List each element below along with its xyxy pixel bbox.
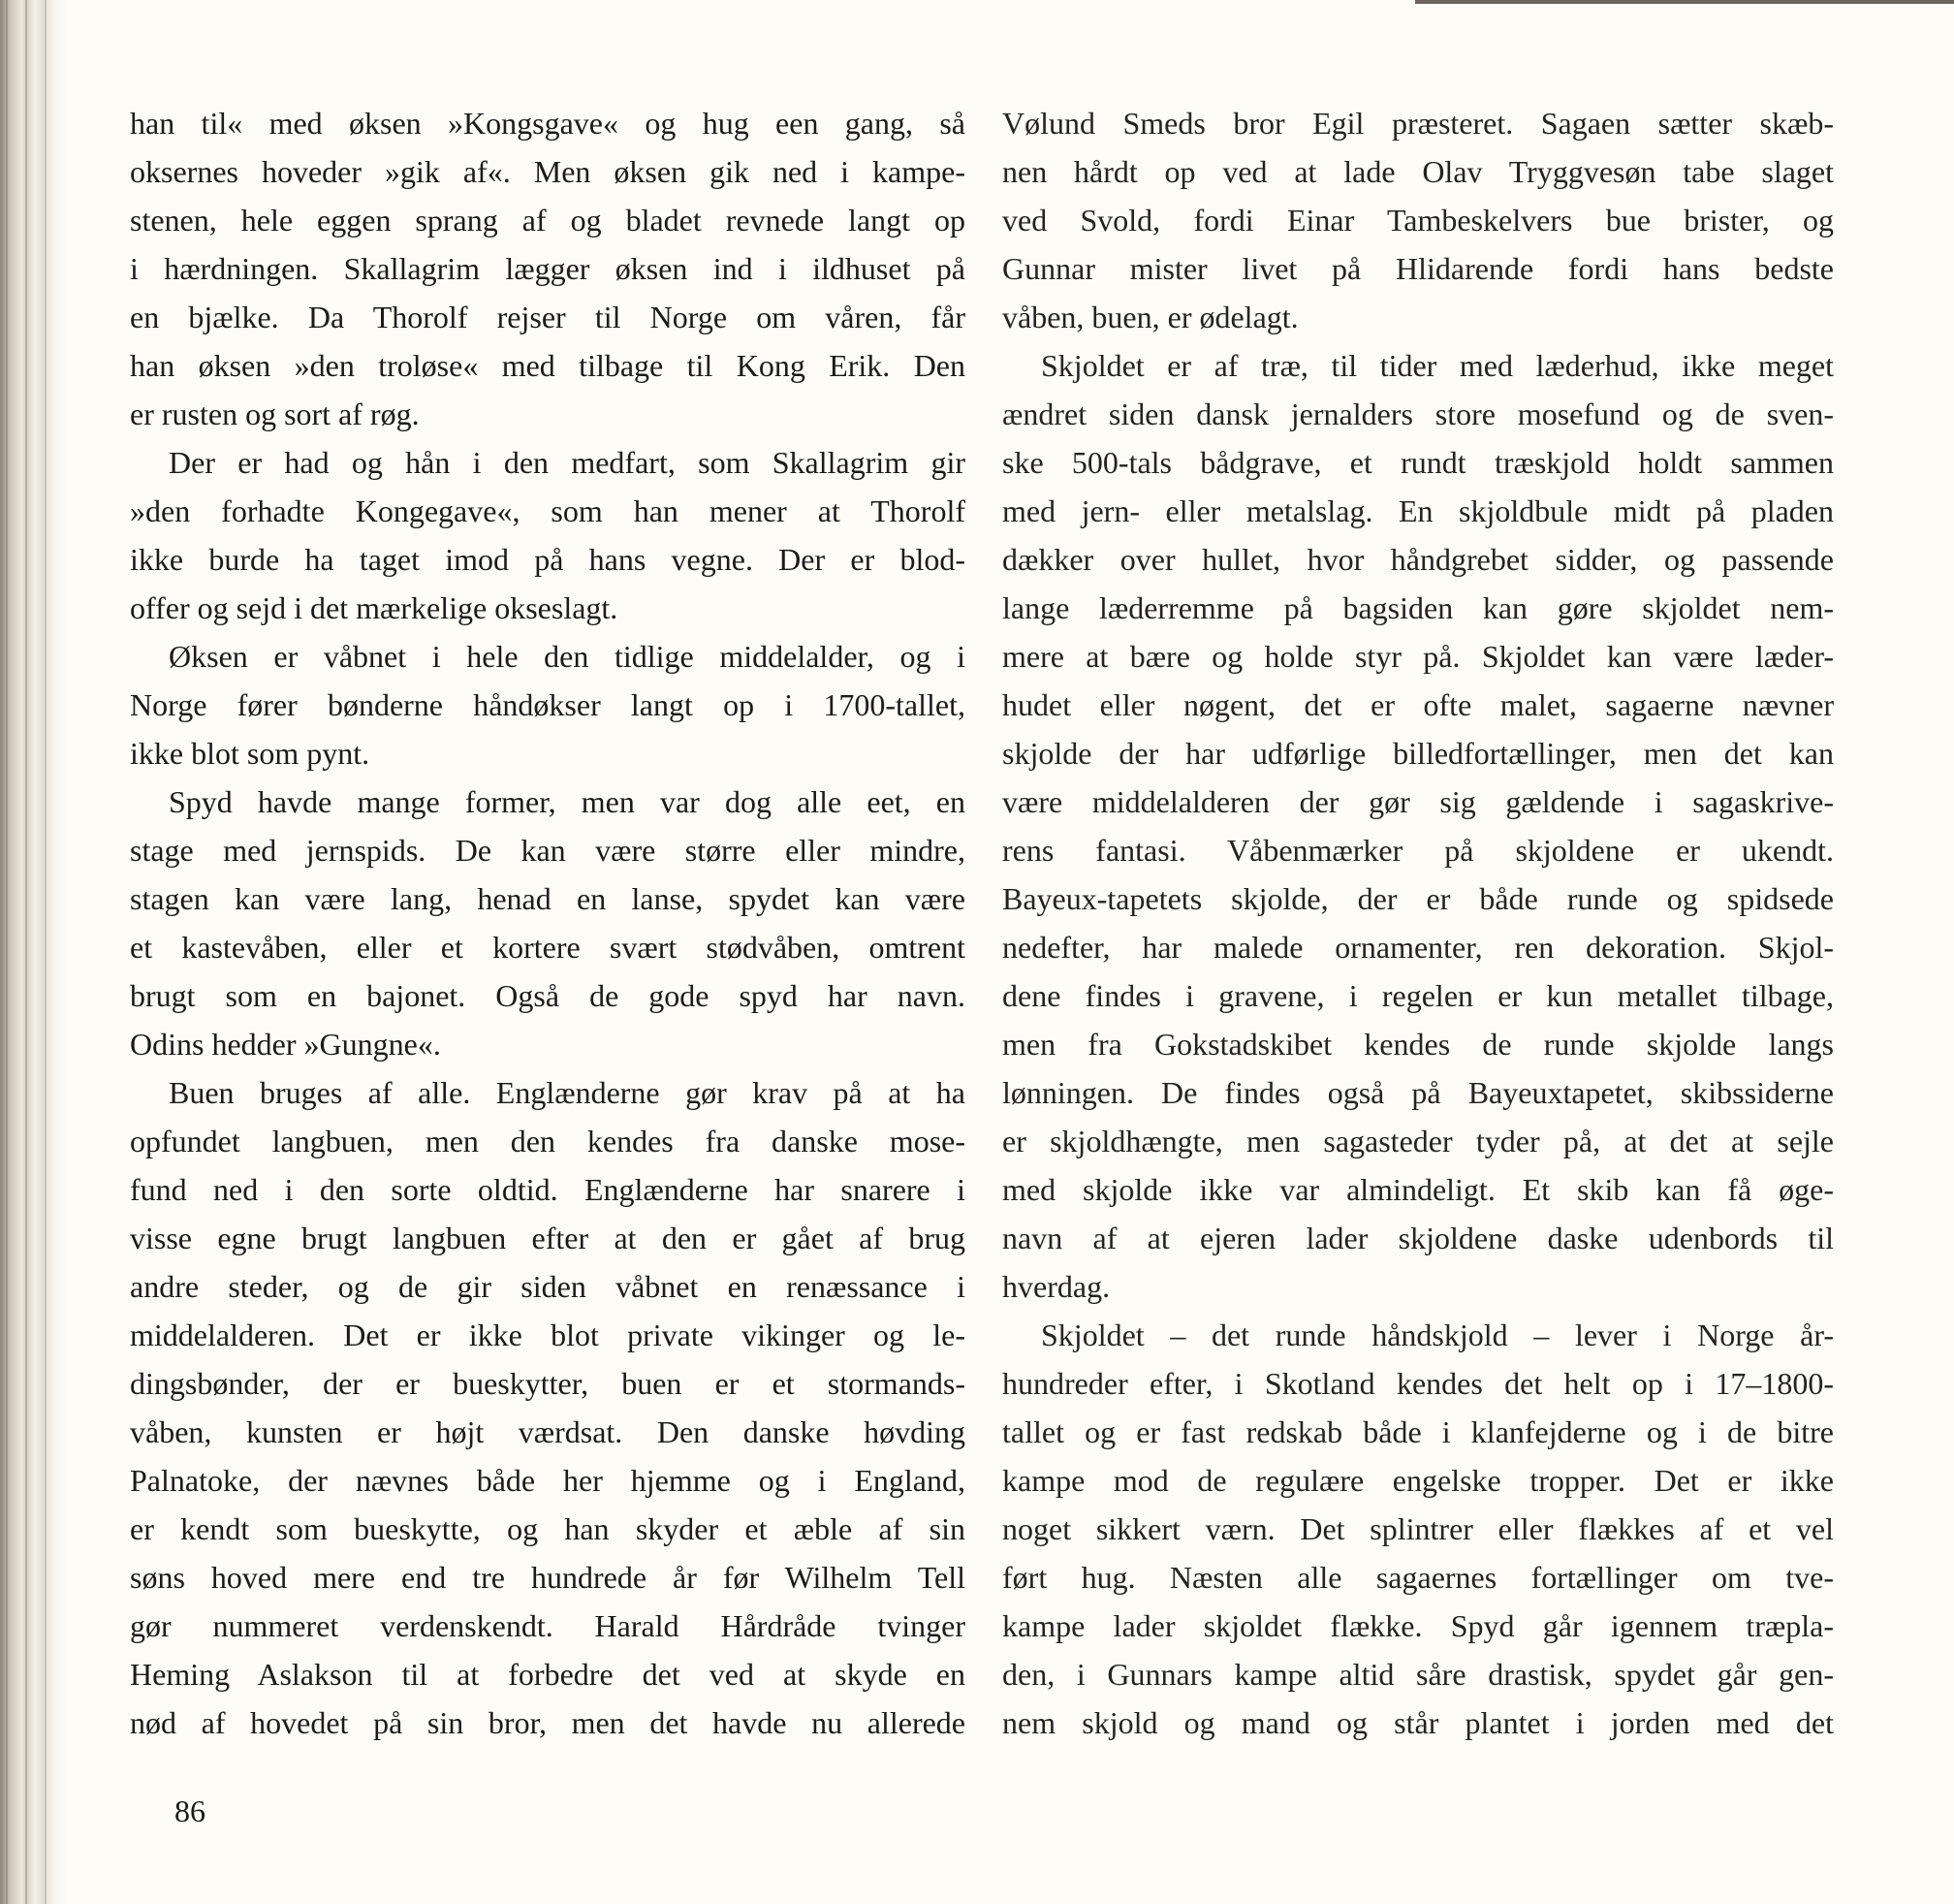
text-line: hundreder efter, i Skotland kendes det helt op i 17–1800-	[1002, 1366, 1834, 1401]
text-line: Buen bruges af alle. Englænderne gør krav på at ha	[169, 1075, 965, 1110]
text-line: nød af hovedet på sin bror, men det havde nu allerede	[130, 1705, 965, 1740]
text-line: stagen kan være lang, henad en lanse, spydet kan være	[130, 881, 965, 916]
text-line: »den forhadte Kongegave«, som han mener at Thorolf	[130, 493, 965, 528]
text-line: med skjolde ikke var almindeligt. Et skib kan få øge-	[1002, 1172, 1834, 1207]
text-line: i hærdningen. Skallagrim lægger øksen ind i ildhuset på	[130, 251, 965, 286]
text-line: lønningen. De findes også på Bayeuxtapetet, skibssiderne	[1002, 1075, 1834, 1110]
text-line: Skjoldet – det runde håndskjold – lever i Norge år-	[1041, 1317, 1834, 1352]
text-line: Vølund Smeds bror Egil præsteret. Sagaen sætter skæb-	[1002, 106, 1834, 141]
text-line: skjolde der har udførlige billedfortællinger, men det kan	[1002, 736, 1834, 771]
text-line: oksernes hoveder »gik af«. Men øksen gik ned i kampe-	[130, 154, 965, 189]
text-line: ikke blot som pynt.	[130, 736, 370, 771]
text-line: kampe lader skjoldet flække. Spyd går igennem træpla-	[1002, 1608, 1834, 1643]
text-line: våben, kunsten er højt værdsat. Den danske høvding	[130, 1414, 965, 1449]
text-line: med jern- eller metalslag. En skjoldbule midt på pladen	[1002, 493, 1834, 528]
text-line: fund ned i den sorte oldtid. Englænderne har snarere i	[130, 1172, 965, 1207]
text-line: tallet og er fast redskab både i klanfejderne og i de bitre	[1002, 1414, 1834, 1449]
text-line: ved Svold, fordi Einar Tambeskelvers bue brister, og	[1002, 203, 1834, 238]
text-line: brugt som en bajonet. Også de gode spyd har navn.	[130, 978, 965, 1013]
text-line: opfundet langbuen, men den kendes fra danske mose-	[130, 1124, 965, 1158]
text-line: nedefter, har malede ornamenter, ren dekoration. Skjol-	[1002, 930, 1834, 965]
text-line: er kendt som bueskytte, og han skyder et æble af sin	[130, 1511, 965, 1546]
text-line: et kastevåben, eller et kortere svært stødvåben, omtrent	[130, 930, 965, 965]
book-binding-edge	[0, 0, 68, 1904]
text-line: våben, buen, er ødelagt.	[1002, 300, 1299, 334]
right-text-column	[1002, 99, 1834, 1747]
text-line: dene findes i gravene, i regelen er kun metallet tilbage,	[1002, 978, 1834, 1013]
text-line: Øksen er våbnet i hele den tidlige middelalder, og i	[169, 639, 965, 674]
text-line: gør nummeret verdenskendt. Harald Hårdråde tvinger	[130, 1608, 965, 1643]
text-line: rens fantasi. Våbenmærker på skjoldene er ukendt.	[1002, 833, 1834, 868]
text-line: den, i Gunnars kampe altid såre drastisk, spydet går gen-	[1002, 1657, 1834, 1692]
text-line: søns hoved mere end tre hundrede år før Wilhelm Tell	[130, 1560, 965, 1595]
text-line: Norge fører bønderne håndøkser langt op i 1700-tallet,	[130, 687, 965, 722]
left-text-column	[130, 99, 965, 1747]
text-line: dingsbønder, der er bueskytter, buen er et stormands-	[130, 1366, 965, 1401]
text-line: mere at bære og holde styr på. Skjoldet kan være læder-	[1002, 639, 1834, 674]
text-line: hudet eller nøgent, det er ofte malet, sagaerne nævner	[1002, 687, 1834, 722]
text-line: Heming Aslakson til at forbedre det ved at skyde en	[130, 1657, 965, 1692]
text-line: er rusten og sort af røg.	[130, 397, 420, 431]
text-line: er skjoldhængte, men sagasteder tyder på, at det at sejle	[1002, 1124, 1834, 1158]
text-line: middelalderen. Det er ikke blot private vikinger og le-	[130, 1317, 965, 1352]
text-line: kampe mod de regulære engelske tropper. Det er ikke	[1002, 1463, 1834, 1498]
top-edge-shadow	[1415, 0, 1954, 4]
text-line: noget sikkert værn. Det splintrer eller flækkes af et vel	[1002, 1511, 1834, 1546]
text-line: andre steder, og de gir siden våbnet en renæssance i	[130, 1269, 965, 1304]
text-line: Palnatoke, der nævnes både her hjemme og i England,	[130, 1463, 965, 1498]
text-line: visse egne brugt langbuen efter at den er gået af brug	[130, 1221, 965, 1255]
text-line: men fra Gokstadskibet kendes de runde skjolde langs	[1002, 1027, 1834, 1062]
text-line: nem skjold og mand og står plantet i jorden med det	[1002, 1705, 1834, 1740]
text-line: ført hug. Næsten alle sagaernes fortællinger om tve-	[1002, 1560, 1834, 1595]
text-line: han øksen »den troløse« med tilbage til Kong Erik. Den	[130, 348, 965, 383]
text-line: stage med jernspids. De kan være større eller mindre,	[130, 833, 965, 868]
page-edge-line	[6, 0, 8, 1904]
text-line: stenen, hele eggen sprang af og bladet revnede langt op	[130, 203, 965, 238]
text-line: offer og sejd i det mærkelige okseslagt.	[130, 590, 618, 625]
text-line: være middelalderen der gør sig gældende i sagaskrive-	[1002, 784, 1834, 819]
text-line: nen hårdt op ved at lade Olav Tryggvesøn tabe slaget	[1002, 154, 1834, 189]
text-line: hverdag.	[1002, 1269, 1111, 1304]
text-line: Gunnar mister livet på Hlidarende fordi hans bedste	[1002, 251, 1834, 286]
text-line: dækker over hullet, hvor håndgrebet sidder, og passende	[1002, 542, 1834, 577]
text-line: ændret siden dansk jernalders store mosefund og de sven-	[1002, 397, 1834, 431]
text-line: en bjælke. Da Thorolf rejser til Norge om våren, får	[130, 300, 965, 334]
text-line: Spyd havde mange former, men var dog alle eet, en	[169, 784, 965, 819]
page-edge-line	[25, 0, 27, 1904]
text-line: ikke burde ha taget imod på hans vegne. Der er blod-	[130, 542, 965, 577]
text-line: ske 500-tals bådgrave, et rundt træskjold holdt sammen	[1002, 445, 1834, 480]
text-line: Skjoldet er af træ, til tider med læderhud, ikke meget	[1041, 348, 1834, 383]
text-line: Odins hedder »Gungne«.	[130, 1027, 441, 1062]
page-edge-line	[45, 0, 47, 1904]
text-line: Der er had og hån i den medfart, som Skallagrim gir	[169, 445, 965, 480]
page-number: 86	[174, 1793, 205, 1828]
text-line: lange læderremme på bagsiden kan gøre skjoldet nem-	[1002, 590, 1834, 625]
text-line: navn af at ejeren lader skjoldene daske udenbords til	[1002, 1221, 1834, 1255]
text-line: Bayeux-tapetets skjolde, der er både runde og spidsede	[1002, 881, 1834, 916]
text-line: han til« med øksen »Kongsgave« og hug een gang, så	[130, 106, 965, 141]
